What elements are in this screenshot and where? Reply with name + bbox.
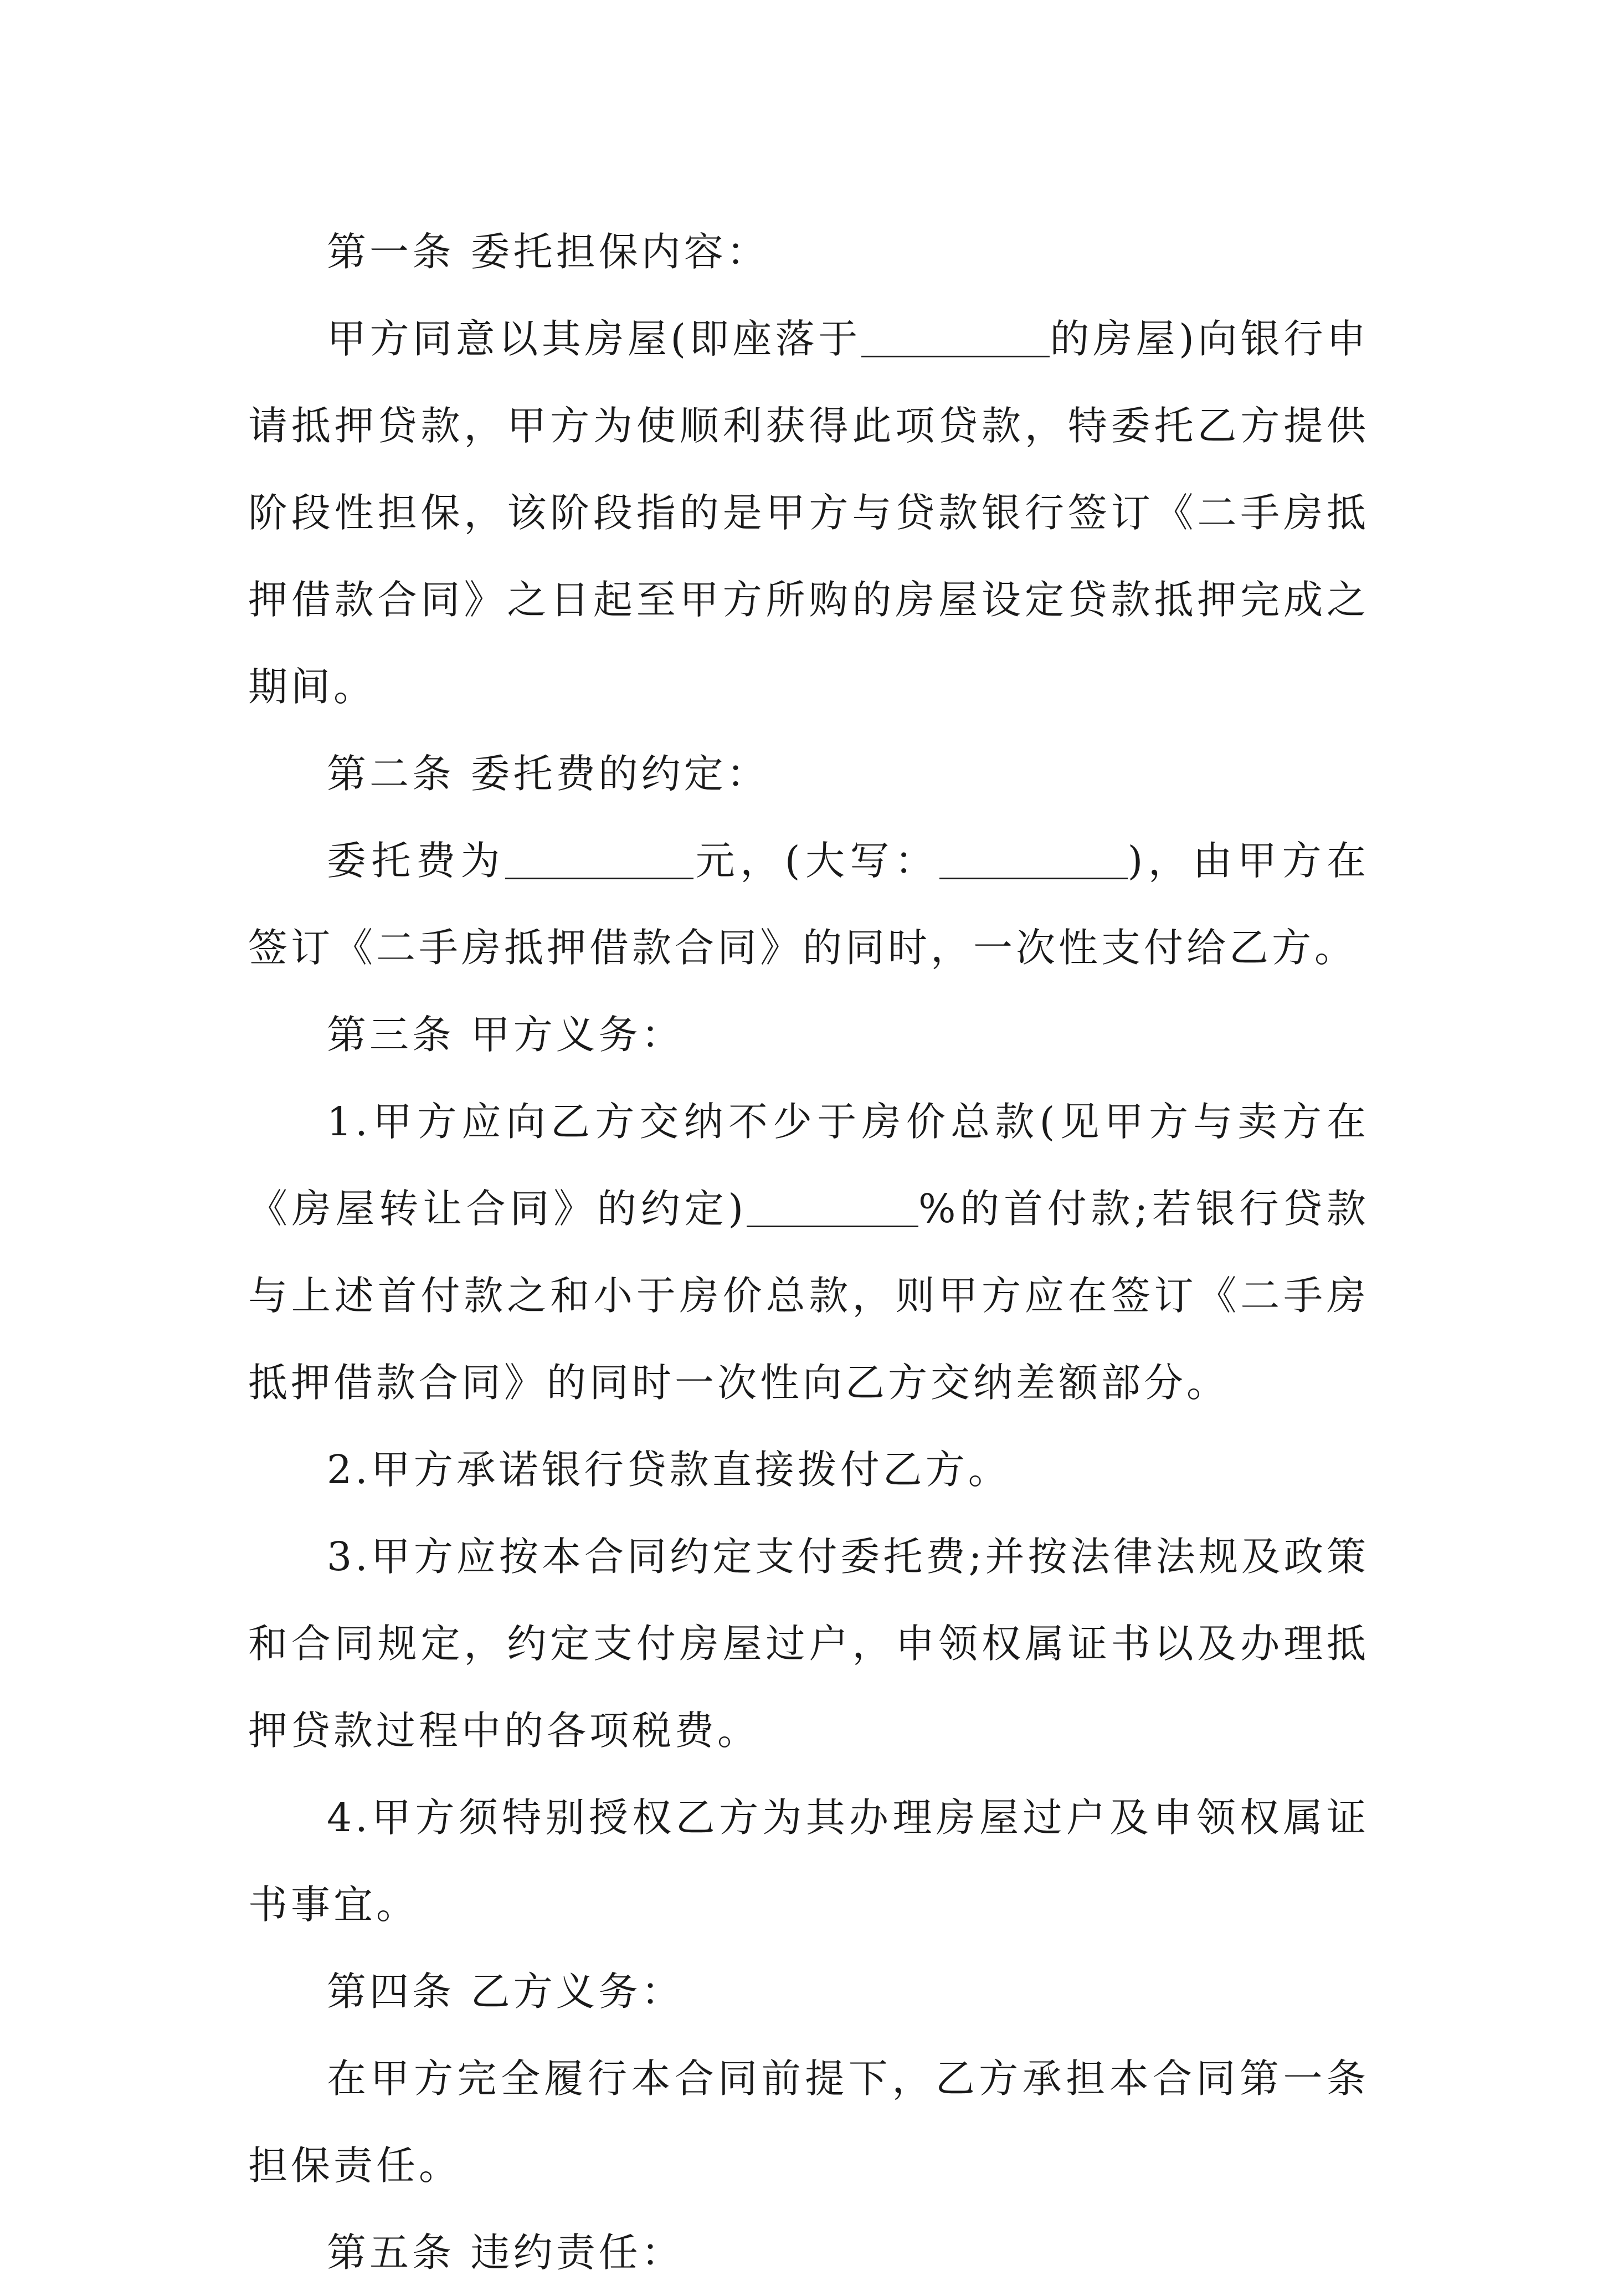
down-payment-percent-blank (747, 1186, 918, 1227)
article-3-item-2: 2.甲方承诺银行贷款直接拨付乙方。 (327, 1447, 1011, 1493)
article-3-item-4: 4.甲方须特别授权乙方为其办理房屋过户及申领权属证书事宜。 (248, 1795, 1369, 1928)
article-3-item-1-text-before-blank: 1.甲方应向乙方交纳不少于房价总款(见甲方与卖方在《房屋转让合同》的约定) (248, 1099, 1369, 1232)
article-1-text-after-blank: 的房屋)向银行申请抵押贷款，甲方为使顺利获得此项贷款，特委托乙方提供阶段性担保，该阶段指的是甲方与贷款银行签订《二手房抵押借款合同》之日起至甲方所购的房屋设定贷款抵押完成之期间。 (248, 316, 1370, 710)
article-2-text-part-2: 元，(大写： (693, 838, 939, 884)
article-2-text-part-1: 委托费为 (327, 838, 506, 884)
article-3-item-3: 3.甲方应按本合同约定支付委托费;并按法律法规及政策和合同规定，约定支付房屋过户，申领权属证书以及办理抵押贷款过程中的各项税费。 (248, 1534, 1369, 1754)
article-5-heading: 第五条 违约责任： (327, 2230, 684, 2276)
article-4-heading: 第四条 乙方义务： (327, 1969, 684, 2015)
article-1-heading: 第一条 委托担保内容： (327, 229, 769, 275)
article-3-heading: 第三条 甲方义务： (327, 1012, 684, 1058)
article-3-item-1-text-after-blank: %的首付款;若银行贷款与上述首付款之和小于房价总款，则甲方应在签订《二手房抵押借款合同》的同时一次性向乙方交纳差额部分。 (248, 1186, 1370, 1406)
contract-body (248, 208, 1369, 2296)
article-1-text-before-blank: 甲方同意以其房屋(即座落于 (327, 316, 861, 362)
article-4-paragraph: 在甲方完全履行本合同前提下，乙方承担本合同第一条担保责任。 (248, 2056, 1369, 2189)
fee-capital-amount-blank (939, 838, 1128, 879)
property-location-blank (861, 316, 1050, 357)
fee-amount-blank (505, 838, 693, 879)
article-2-heading: 第二条 委托费的约定： (327, 751, 769, 797)
article-2-text-part-3: )，由甲方在签订《二手房抵押借款合同》的同时，一次性支付给乙方。 (248, 838, 1370, 971)
article-1-paragraph (248, 295, 1369, 730)
article-3-item-1 (248, 1078, 1369, 1426)
article-2-paragraph (248, 817, 1369, 991)
